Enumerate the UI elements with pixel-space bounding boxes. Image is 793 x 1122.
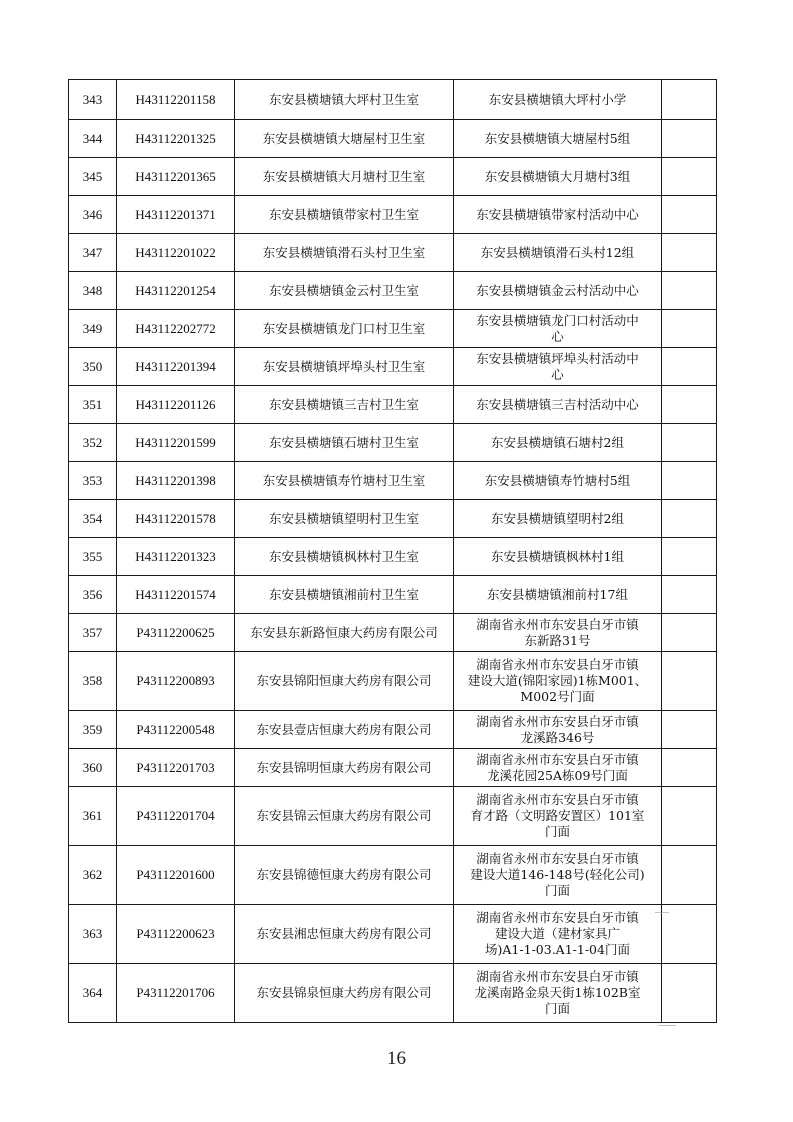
cell-note	[662, 348, 717, 386]
table-row	[69, 576, 717, 614]
cell-facility-code: P43112200893	[117, 652, 235, 711]
cell-serial-number: 362	[69, 846, 117, 905]
table-row	[69, 500, 717, 538]
cell-serial-number: 363	[69, 905, 117, 964]
cell-note	[662, 538, 717, 576]
cell-facility-name: 东安县横塘镇寿竹塘村卫生室	[235, 462, 454, 500]
cell-facility-name: 东安县横塘镇坪埠头村卫生室	[235, 348, 454, 386]
cell-facility-address: 东安县横塘镇金云村活动中心	[454, 272, 662, 310]
cell-facility-address: 东安县横塘镇湘前村17组	[454, 576, 662, 614]
cell-facility-code: H43112201398	[117, 462, 235, 500]
cell-note	[662, 652, 717, 711]
cell-note	[662, 787, 717, 846]
cell-note	[662, 424, 717, 462]
cell-facility-code: P43112200625	[117, 614, 235, 652]
cell-facility-name: 东安县横塘镇枫林村卫生室	[235, 538, 454, 576]
cell-facility-code: H43112201394	[117, 348, 235, 386]
cell-facility-address: 东安县横塘镇望明村2组	[454, 500, 662, 538]
cell-serial-number: 346	[69, 196, 117, 234]
cell-facility-name: 东安县横塘镇大塘屋村卫生室	[235, 120, 454, 158]
cell-serial-number: 353	[69, 462, 117, 500]
table-row	[69, 196, 717, 234]
cell-facility-code: H43112201254	[117, 272, 235, 310]
cell-serial-number: 359	[69, 711, 117, 749]
cell-serial-number: 352	[69, 424, 117, 462]
cell-facility-code: H43112201325	[117, 120, 235, 158]
cell-facility-address: 湖南省永州市东安县白牙市镇 建设大道146-148号(轻化公司) 门面	[454, 846, 662, 905]
cell-facility-name: 东安县横塘镇带家村卫生室	[235, 196, 454, 234]
cell-serial-number: 349	[69, 310, 117, 348]
cell-facility-code: H43112201365	[117, 158, 235, 196]
table-row	[69, 120, 717, 158]
table-row	[69, 234, 717, 272]
cell-facility-address: 湖南省永州市东安县白牙市镇 东新路31号	[454, 614, 662, 652]
cell-facility-code: H43112201022	[117, 234, 235, 272]
table-row	[69, 905, 717, 964]
cell-note	[662, 120, 717, 158]
cell-note	[662, 905, 717, 964]
cell-facility-code: H43112201323	[117, 538, 235, 576]
cell-facility-code: P43112201706	[117, 964, 235, 1023]
cell-note	[662, 576, 717, 614]
cell-note	[662, 846, 717, 905]
cell-serial-number: 354	[69, 500, 117, 538]
cell-serial-number: 345	[69, 158, 117, 196]
cell-facility-address: 东安县横塘镇大坪村小学	[454, 80, 662, 120]
cell-note	[662, 614, 717, 652]
cell-facility-name: 东安县横塘镇三吉村卫生室	[235, 386, 454, 424]
cell-facility-address: 东安县横塘镇寿竹塘村5组	[454, 462, 662, 500]
cell-facility-name: 东安县壹店恒康大药房有限公司	[235, 711, 454, 749]
page-number: 16	[387, 1048, 406, 1069]
cell-facility-name: 东安县锦云恒康大药房有限公司	[235, 787, 454, 846]
cell-facility-address: 湖南省永州市东安县白牙市镇 建设大道（建材家具广 场)A1-1-03.A1-1-04门面	[454, 905, 662, 964]
cell-facility-address: 东安县横塘镇三吉村活动中心	[454, 386, 662, 424]
cell-serial-number: 357	[69, 614, 117, 652]
cell-facility-name: 东安县东新路恒康大药房有限公司	[235, 614, 454, 652]
document-table-container	[68, 79, 717, 1023]
cell-serial-number: 348	[69, 272, 117, 310]
table-row	[69, 749, 717, 787]
cell-serial-number: 355	[69, 538, 117, 576]
cell-facility-address: 湖南省永州市东安县白牙市镇 建设大道(锦阳家园)1栋M001、 M002号门面	[454, 652, 662, 711]
cell-facility-address: 湖南省永州市东安县白牙市镇 龙溪花园25A栋09号门面	[454, 749, 662, 787]
cell-facility-name: 东安县横塘镇龙门口村卫生室	[235, 310, 454, 348]
cell-note	[662, 386, 717, 424]
table-row	[69, 424, 717, 462]
table-row	[69, 538, 717, 576]
cell-facility-code: P43112201703	[117, 749, 235, 787]
cell-note	[662, 158, 717, 196]
table-row	[69, 614, 717, 652]
scan-artifact	[658, 1025, 676, 1026]
cell-facility-code: P43112201704	[117, 787, 235, 846]
cell-facility-address: 东安县横塘镇枫林村1组	[454, 538, 662, 576]
cell-facility-code: H43112201599	[117, 424, 235, 462]
table-row	[69, 386, 717, 424]
table-row	[69, 711, 717, 749]
facility-table	[68, 79, 717, 1023]
cell-facility-code: H43112201158	[117, 80, 235, 120]
cell-facility-code: H43112201371	[117, 196, 235, 234]
cell-facility-address: 东安县横塘镇带家村活动中心	[454, 196, 662, 234]
cell-note	[662, 196, 717, 234]
cell-note	[662, 462, 717, 500]
cell-serial-number: 358	[69, 652, 117, 711]
cell-facility-code: P43112201600	[117, 846, 235, 905]
table-row	[69, 158, 717, 196]
cell-facility-address: 东安县横塘镇大月塘村3组	[454, 158, 662, 196]
table-row	[69, 652, 717, 711]
cell-facility-code: H43112201126	[117, 386, 235, 424]
cell-facility-name: 东安县横塘镇大月塘村卫生室	[235, 158, 454, 196]
cell-facility-name: 东安县锦泉恒康大药房有限公司	[235, 964, 454, 1023]
cell-serial-number: 364	[69, 964, 117, 1023]
cell-serial-number: 360	[69, 749, 117, 787]
cell-facility-address: 东安县横塘镇石塘村2组	[454, 424, 662, 462]
cell-serial-number: 343	[69, 80, 117, 120]
cell-facility-name: 东安县横塘镇石塘村卫生室	[235, 424, 454, 462]
cell-facility-name: 东安县横塘镇滑石头村卫生室	[235, 234, 454, 272]
cell-facility-address: 湖南省永州市东安县白牙市镇 育才路（文明路安置区）101室 门面	[454, 787, 662, 846]
table-row	[69, 846, 717, 905]
cell-facility-code: H43112201574	[117, 576, 235, 614]
cell-serial-number: 361	[69, 787, 117, 846]
cell-facility-code: P43112200623	[117, 905, 235, 964]
cell-serial-number: 351	[69, 386, 117, 424]
table-row	[69, 272, 717, 310]
cell-facility-name: 东安县锦德恒康大药房有限公司	[235, 846, 454, 905]
cell-facility-name: 东安县锦阳恒康大药房有限公司	[235, 652, 454, 711]
table-row	[69, 310, 717, 348]
cell-facility-name: 东安县锦明恒康大药房有限公司	[235, 749, 454, 787]
cell-serial-number: 347	[69, 234, 117, 272]
cell-note	[662, 711, 717, 749]
cell-facility-name: 东安县横塘镇大坪村卫生室	[235, 80, 454, 120]
scan-artifact	[655, 912, 669, 913]
table-row	[69, 787, 717, 846]
cell-facility-address: 东安县横塘镇坪埠头村活动中 心	[454, 348, 662, 386]
table-row	[69, 80, 717, 120]
cell-note	[662, 80, 717, 120]
cell-note	[662, 500, 717, 538]
cell-facility-address: 东安县横塘镇龙门口村活动中 心	[454, 310, 662, 348]
cell-facility-name: 东安县横塘镇望明村卫生室	[235, 500, 454, 538]
table-row	[69, 462, 717, 500]
cell-note	[662, 272, 717, 310]
facility-table-body	[69, 80, 717, 1023]
cell-serial-number: 344	[69, 120, 117, 158]
table-row	[69, 964, 717, 1023]
cell-facility-name: 东安县横塘镇金云村卫生室	[235, 272, 454, 310]
cell-facility-address: 湖南省永州市东安县白牙市镇 龙溪路346号	[454, 711, 662, 749]
cell-facility-address: 湖南省永州市东安县白牙市镇 龙溪南路金泉天街1栋102B室 门面	[454, 964, 662, 1023]
cell-facility-address: 东安县横塘镇大塘屋村5组	[454, 120, 662, 158]
table-row	[69, 348, 717, 386]
cell-facility-name: 东安县湘忠恒康大药房有限公司	[235, 905, 454, 964]
cell-facility-address: 东安县横塘镇滑石头村12组	[454, 234, 662, 272]
cell-note	[662, 749, 717, 787]
cell-facility-name: 东安县横塘镇湘前村卫生室	[235, 576, 454, 614]
cell-note	[662, 964, 717, 1023]
cell-note	[662, 234, 717, 272]
cell-serial-number: 350	[69, 348, 117, 386]
cell-facility-code: P43112200548	[117, 711, 235, 749]
cell-note	[662, 310, 717, 348]
cell-serial-number: 356	[69, 576, 117, 614]
cell-facility-code: H43112201578	[117, 500, 235, 538]
cell-facility-code: H43112202772	[117, 310, 235, 348]
